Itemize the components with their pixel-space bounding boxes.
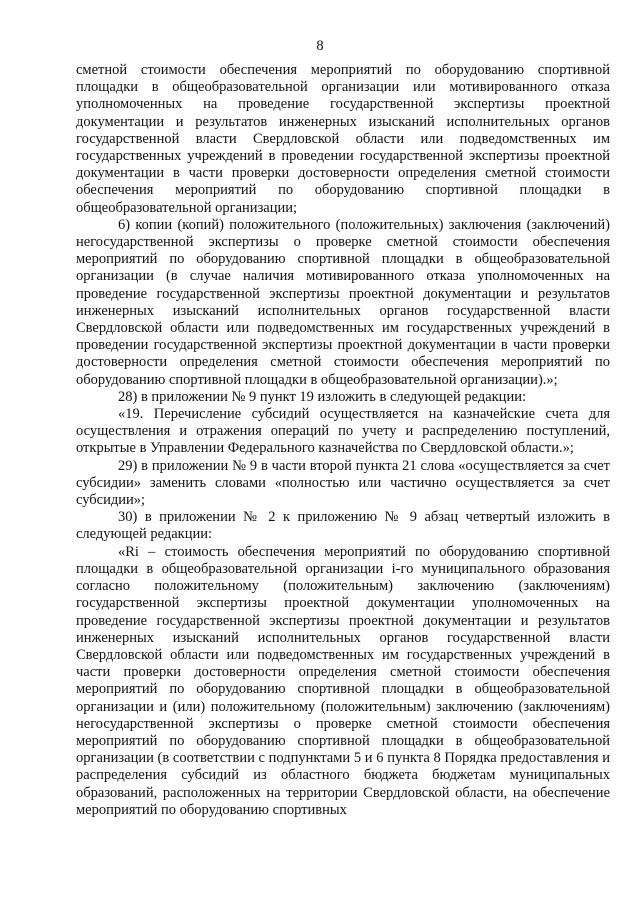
page-number: 8 xyxy=(316,38,324,54)
paragraph: «Ri – стоимость обеспечения мероприятий по оборудованию спортивной площадки в общеобразовательной организации i-го муниципального образования согласно положительному (положительным) заключению (заключениям) государственной экспертизы проектной документации уполномоченных на проведение государственной экспертизы проектной документации и результатов инженерных изысканий исполнительных органов государственной власти Свердловской области или подведомственных им государственных учреждений в части проверки достоверности определения сметной стоимости обеспечения мероприятий по оборудованию спортивной площадки в общеобразовательной организации и (или) положительному (положительным) заключению (заключениям) негосударственной экспертизы о проверке сметной стоимости обеспечения мероприятий по оборудованию спортивной площадки в общеобразовательной организации (в соответствии с подпунктами 5 и 6 пункта 8 Порядка предоставления и распределения субсидий из областного бюджета бюджетам муниципальных образований, расположенных на территории Свердловской области, на обеспечение мероприятий по оборудованию спортивных xyxy=(76,543,610,818)
paragraph: «19. Перечисление субсидий осуществляется на казначейские счета для осуществления и отражения операций по учету и распределению поступлений, открытые в Управлении Федерального казначейства по Свердловской области.»; xyxy=(76,406,610,457)
document-body xyxy=(76,62,610,819)
paragraph: сметной стоимости обеспечения мероприятий по оборудованию спортивной площадки в общеобразовательной организации или мотивированного отказа уполномоченных на проведение государственной экспертизы проектной документации и результатов инженерных изысканий исполнительных органов государственной власти Свердловской области или подведомственных им государственных учреждений в проведении государственной экспертизы проектной документации в части проверки достоверности определения сметной стоимости обеспечения мероприятий по оборудованию спортивной площадки в общеобразовательной организации; xyxy=(76,62,610,216)
paragraph: 28) в приложении № 9 пункт 19 изложить в следующей редакции: xyxy=(118,388,526,405)
paragraph: 29) в приложении № 9 в части второй пункта 21 слова «осуществляется за счет субсидии» заменить словами «полностью или частично осуществляется за счет субсидии»; xyxy=(76,457,610,509)
paragraph: 30) в приложении № 2 к приложению № 9 абзац четвертый изложить в следующей редакции: xyxy=(76,509,610,543)
paragraph: 6) копии (копий) положительного (положительных) заключения (заключений) негосударственной экспертизы о проверке сметной стоимости обеспечения мероприятий по оборудованию спортивной площадки в общеобразовательной организации (в случае наличия мотивированного отказа уполномоченных на проведение государственной экспертизы проектной документации и результатов инженерных изысканий исполнительных органов государственной власти Свердловской области или подведомственных им государственных учреждений в проведении государственной экспертизы проектной документации в части проверки достоверности определения сметной стоимости обеспечения мероприятий по оборудованию спортивной площадки в общеобразовательной организации).»; xyxy=(76,216,610,388)
